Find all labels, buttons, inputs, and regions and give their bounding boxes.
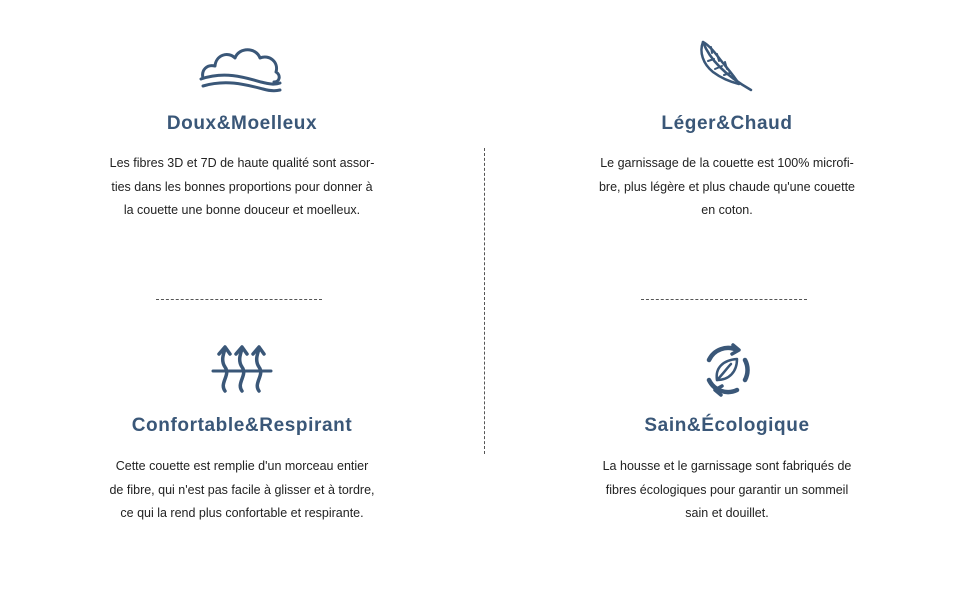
description-line: de fibre, qui n'est pas facile à glisser et à tordre, — [109, 482, 375, 497]
feature-description — [77, 152, 407, 223]
description-line: la couette une bonne douceur et moelleux. — [123, 203, 361, 217]
horizontal-divider-right — [641, 299, 807, 300]
heat-waves-icon — [211, 343, 273, 395]
feature-title: Confortable&Respirant — [131, 415, 353, 436]
description-line: Le garnissage de la couette est 100% microfi- — [600, 156, 854, 170]
feature-title: Doux&Moelleux — [166, 113, 318, 134]
feature-description — [77, 455, 407, 526]
description-line: La housse et le garnissage sont fabriqués de — [602, 459, 852, 473]
cloud-icon — [199, 42, 285, 96]
description-line: ties dans les bonnes proportions pour donner à — [111, 179, 373, 194]
eco-leaf-cycle-icon — [699, 342, 755, 398]
feature-description — [562, 152, 892, 223]
feature-description — [562, 455, 892, 526]
feature-title: Sain&Écologique — [644, 415, 810, 436]
description-line: sain et douillet. — [685, 506, 769, 520]
horizontal-divider-left — [156, 299, 322, 300]
feature-title: Léger&Chaud — [661, 113, 793, 134]
description-line: fibres écologiques pour garantir un sommeil — [605, 482, 849, 497]
vertical-divider — [484, 148, 485, 454]
description-line: Cette couette est remplie d'un morceau entier — [115, 459, 369, 473]
description-line: en coton. — [701, 203, 753, 217]
description-line: ce qui la rend plus confortable et respirante. — [120, 506, 364, 520]
feather-icon — [697, 38, 757, 96]
description-line: Les fibres 3D et 7D de haute qualité sont assor- — [109, 156, 375, 170]
description-line: bre, plus légère et plus chaude qu'une couette — [598, 179, 856, 194]
